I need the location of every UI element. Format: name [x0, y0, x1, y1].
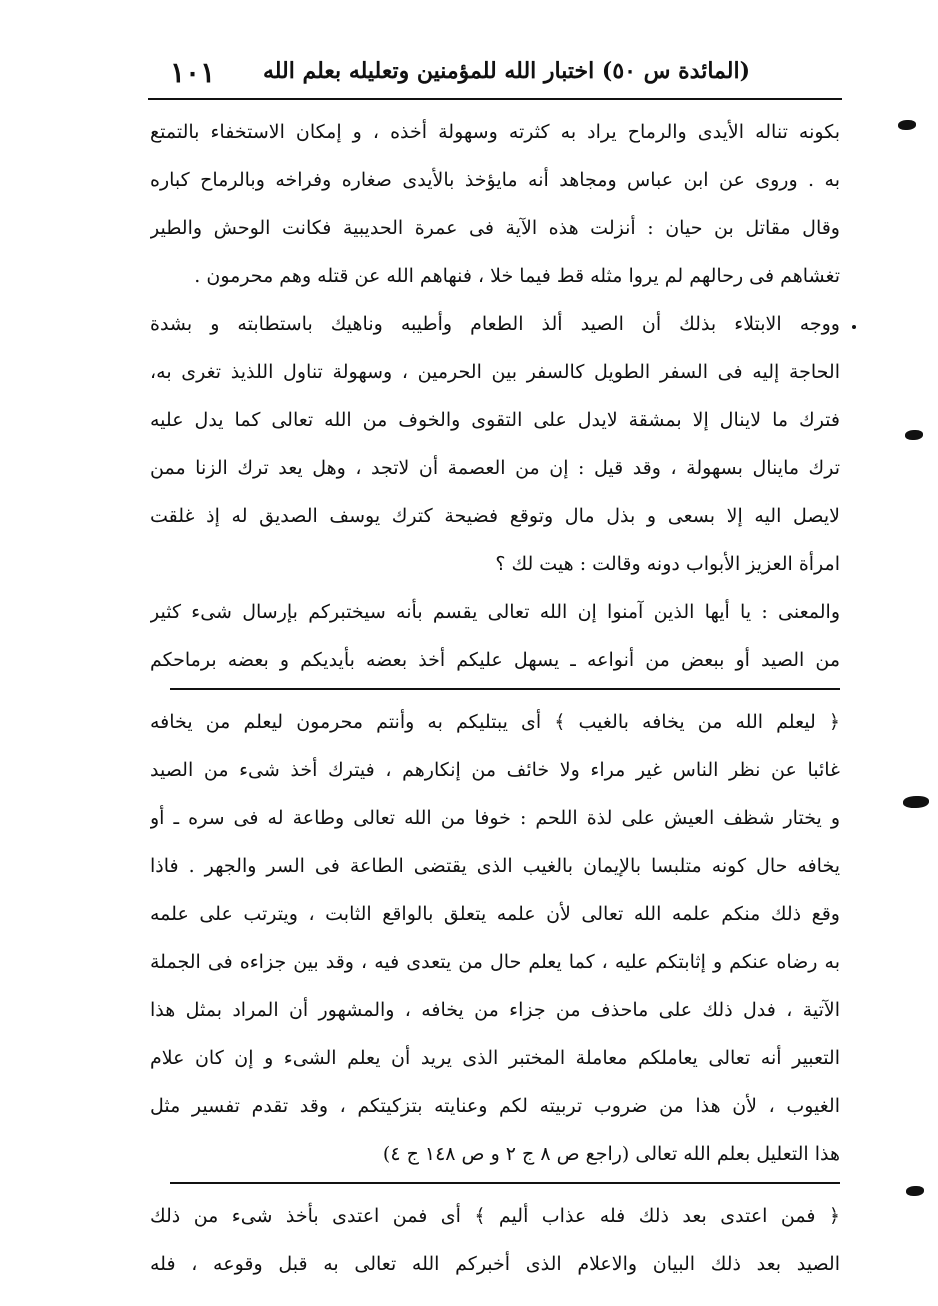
- text-line: ترك ماينال بسهولة ، وقد قيل : إن من العصمة أن لاتجد ، وهل يعد ترك الزنا ممن: [150, 457, 840, 479]
- text-line: به . وروى عن ابن عباس ومجاهد أنه مايؤخذ بالأيدى صغاره وفراخه وبالرماح كباره: [150, 169, 840, 191]
- text-line: لايصل اليه إلا بسعى و بذل مال وتوقع فضيحة كترك يوسف الصديق له إذ غلقت: [150, 505, 840, 527]
- body-text: [150, 108, 840, 1288]
- text-line: الصيد بعد ذلك البيان والاعلام الذى أخبركم الله تعالى به قبل وقوعه ، فله: [150, 1253, 840, 1275]
- text-line: ووجه الابتلاء بذلك أن الصيد ألذ الطعام وأطيبه وناهيك باستطابته و بشدة: [150, 313, 840, 335]
- page-header: [150, 52, 840, 98]
- section-divider: [170, 1182, 840, 1184]
- text-line: وقع ذلك منكم علمه الله تعالى لأن علمه يتعلق بالواقع الثابت ، ويترتب على علمه: [150, 903, 840, 925]
- text-line: تغشاهم فى رحالهم لم يروا مثله قط فيما خلا ، فنهاهم الله عن قتله وهم محرمون .: [194, 265, 840, 287]
- text-line: والمعنى : يا أيها الذين آمنوا إن الله تعالى يقسم بأنه سيختبركم بإرسال شىء كثير: [150, 601, 840, 623]
- text-line: يخافه حال كونه متلبسا بالإيمان بالغيب الذى يقتضى الطاعة فى السر والجهر . فاذا: [150, 855, 840, 877]
- text-line: الغيوب ، لأن هذا من ضروب تربيته لكم وعنايته بتزكيتكم ، وقد تقدم تفسير مثل: [150, 1095, 840, 1117]
- text-line: امرأة العزيز الأبواب دونه وقالت : هيت لك ؟: [495, 553, 840, 575]
- text-line: و يختار شظف العيش على لذة اللحم : خوفا من الله تعالى وطاعة له فى سره ـ أو: [150, 807, 840, 829]
- margin-ink-mark: [898, 120, 916, 130]
- margin-ink-mark: [906, 1186, 924, 1196]
- text-line: من الصيد أو ببعض من أنواعه ـ يسهل عليكم أخذ بعضه بأيديكم و بعضه برماحكم: [150, 649, 840, 671]
- margin-ink-mark: [905, 430, 923, 440]
- header-rule: [148, 98, 842, 100]
- text-line: به رضاه عنكم و إثابتكم عليه ، كما يعلم حال من يتعدى فيه ، وقد بين جزاءه فى الجملة: [150, 951, 840, 973]
- text-line: الحاجة إليه فى السفر الطويل كالسفر بين الحرمين ، وسهولة تناول اللذيذ تغرى به،: [150, 361, 840, 383]
- text-line: هذا التعليل بعلم الله تعالى (راجع ص ٨ ج ٢ و ص ١٤٨ ج ٤): [382, 1143, 840, 1165]
- text-line: الآتية ، فدل ذلك على ماحذف من جزاء من يخافه ، والمشهور أن المراد بمثل هذا: [150, 999, 840, 1021]
- text-line: بكونه تناله الأيدى والرماح يراد به كثرته وسهولة أخذه ، و إمكان الاستخفاء بالتمتع: [150, 121, 840, 143]
- page-number: ١٠١: [170, 56, 216, 89]
- section-divider: [170, 688, 840, 690]
- text-line: ﴿ ليعلم الله من يخافه بالغيب ﴾ أى يبتليكم به وأنتم محرمون ليعلم من يخافه: [150, 711, 840, 733]
- text-line: التعبير أنه تعالى يعاملكم معاملة المختبر الذى يريد أن يعلم الشىء و إن كان علام: [150, 1047, 840, 1069]
- margin-ink-dot: [852, 325, 856, 329]
- text-line: ﴿ فمن اعتدى بعد ذلك فله عذاب أليم ﴾ أى فمن اعتدى بأخذ شىء من ذلك: [150, 1205, 840, 1227]
- text-line: وقال مقاتل بن حيان : أنزلت هذه الآية فى عمرة الحديبية فكانت الوحش والطير: [150, 217, 840, 239]
- running-title: (المائدة س ٥٠) اختبار الله للمؤمنين وتعليله بعلم الله: [262, 58, 750, 84]
- text-line: غائبا عن نظر الناس غير مراء ولا خائف من إنكارهم ، فيترك أخذ شىء من الصيد: [150, 759, 840, 781]
- text-line: فترك ما لاينال إلا بمشقة لايدل على التقوى والخوف من الله تعالى كما يدل عليه: [150, 409, 840, 431]
- margin-ink-mark: [903, 796, 929, 808]
